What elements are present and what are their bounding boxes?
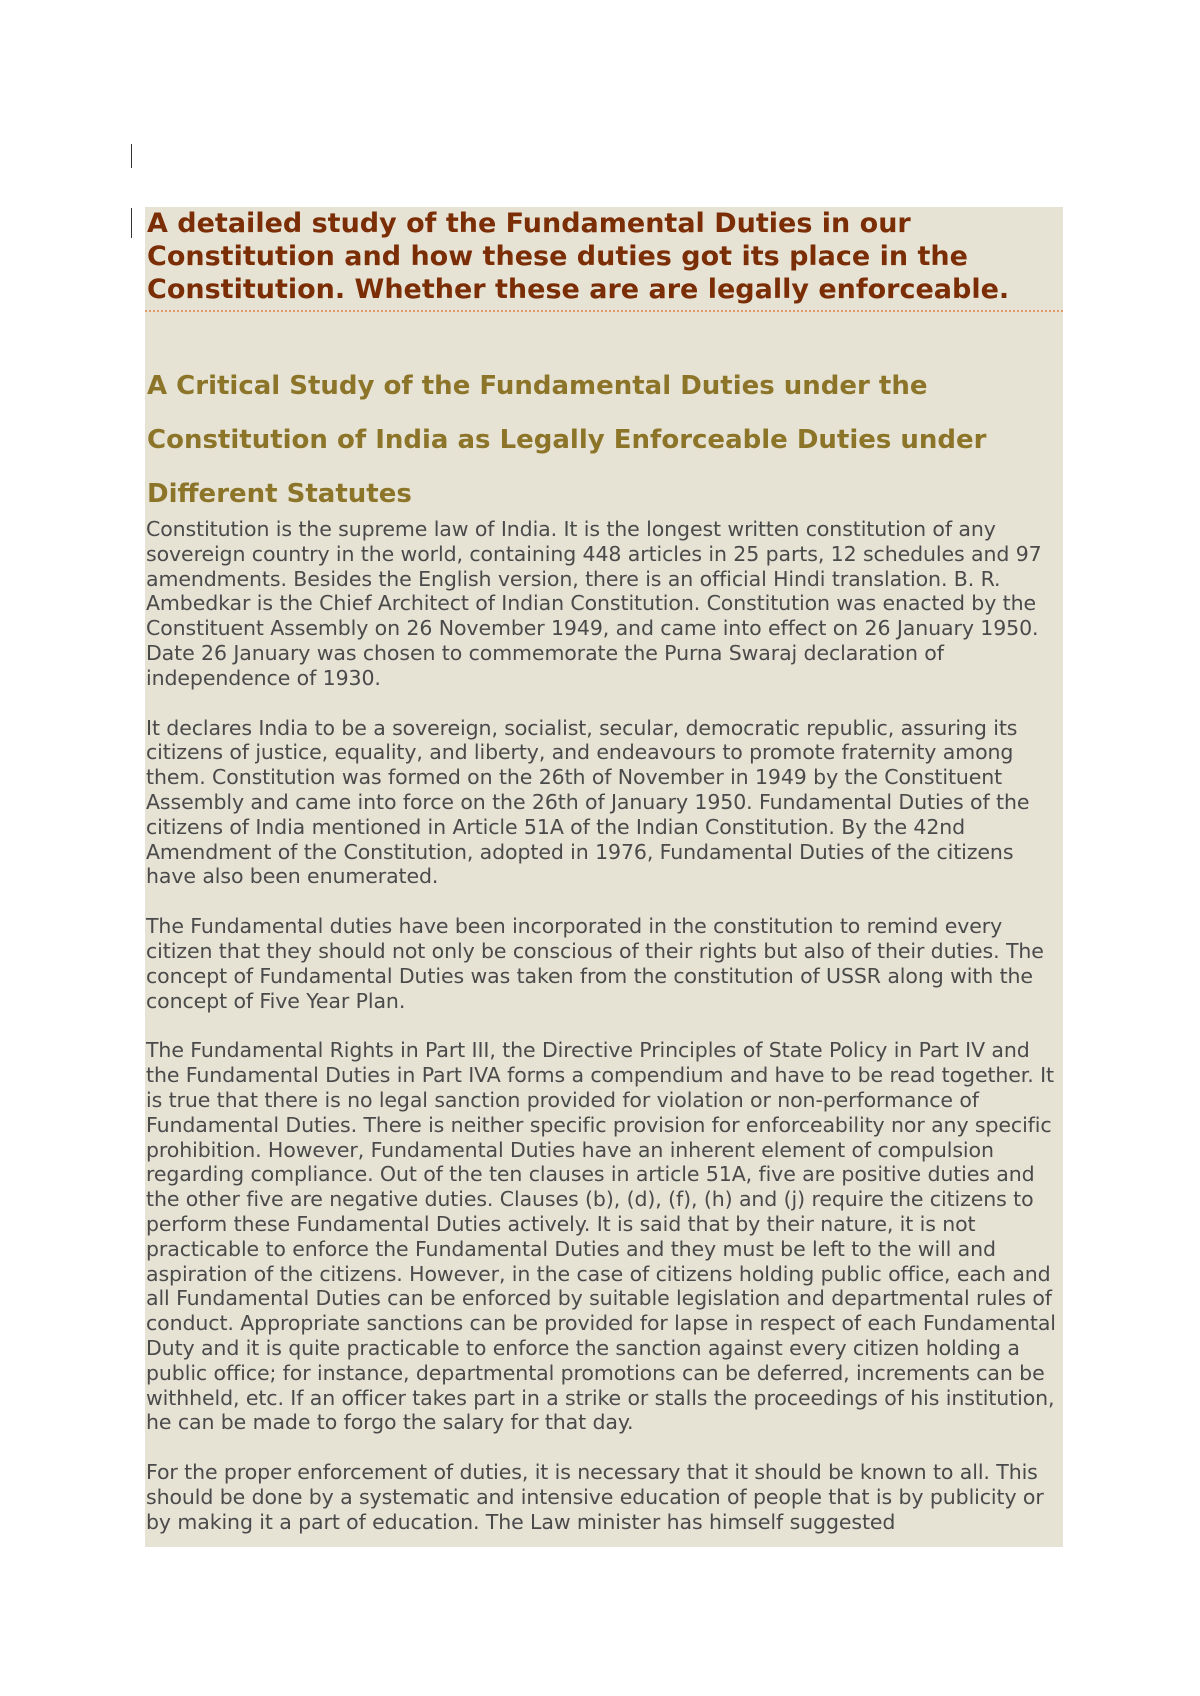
section-heading: A Critical Study of the Fundamental Duties under the Constitution of India as Legally Enforceable Duties under Different Statutes bbox=[147, 371, 987, 509]
paragraph: It declares India to be a sovereign, socialist, secular, democratic republic, assuring its citizens of justice, equality, and liberty, and endeavours to promote fraternity among them. Constitution was formed on the 26th of November in 1949 by the Constituent Assembly and came into force on the 26th of January 1950. Fundamental Duties of the citizens of India mentioned in Article 51A of the Indian Constitution. By the 42nd Amendment of the Constitution, adopted in 1976, Fundamental Duties of the citizens have also been enumerated. bbox=[146, 715, 1030, 889]
text-cursor bbox=[131, 144, 132, 168]
document-title: A detailed study of the Fundamental Duties in our Constitution and how these duties got its place in the Constitution. Whether these are are legally enforceable. bbox=[145, 207, 1063, 312]
text-cursor bbox=[131, 208, 132, 238]
paragraph: Constitution is the supreme law of India. It is the longest written constitution of any sovereign country in the world, containing 448 articles in 25 parts, 12 schedules and 97 amendments. Besides the English version, there is an official Hindi translation. B. R. Ambedkar is the Chief Architect of Indian Constitution. Constitution was enacted by the Constituent Assembly on 26 November 1949, and came into effect on 26 January 1950. Date 26 January was chosen to commemorate the Purna Swaraj declaration of independence of 1930. bbox=[146, 517, 1042, 690]
paragraph: The Fundamental Rights in Part III, the Directive Principles of State Policy in Part IV and the Fundamental Duties in Part IVA forms a compendium and have to be read together. It is true that there is no legal sanction provided for violation or non-performance of Fundamental Duties. There is neither specific provision for enforceability nor any specific prohibition. However, Fundamental Duties have an inherent element of compulsion regarding compliance. Out of the ten clauses in article 51A, five are positive duties and the other five are negative duties. Clauses (b), (d), (f), (h) and (j) require the citizens to perform these Fundamental Duties actively. It is said that by their nature, it is not practicable to enforce the Fundamental Duties and they must be left to the will and aspiration of the citizens. However, in the case of citizens holding public office, each and all Fundamental Duties can be enforced by suitable legislation and departmental rules of conduct. Appropriate sanctions can be provided for lapse in respect of each Fundamental Duty and it is quite practicable to enforce the sanction against every citizen holding a public office; for instance, departmental promotions can be deferred, increments can be withheld, etc. If an officer takes part in a strike or stalls the proceedings of his institution, he can be made to forgo the salary for that day. bbox=[146, 1038, 1056, 1435]
paragraph: The Fundamental duties have been incorporated in the constitution to remind every citizen that they should not only be conscious of their rights but also of their duties. The concept of Fundamental Duties was taken from the constitution of USSR along with the concept of Five Year Plan. bbox=[146, 914, 1044, 1013]
document-content[interactable] bbox=[145, 207, 1063, 1547]
paragraph: For the proper enforcement of duties, it is necessary that it should be known to all. This should be done by a systematic and intensive education of people that is by publicity or by making it a part of education. The Law minister has himself suggested bbox=[146, 1460, 1044, 1534]
